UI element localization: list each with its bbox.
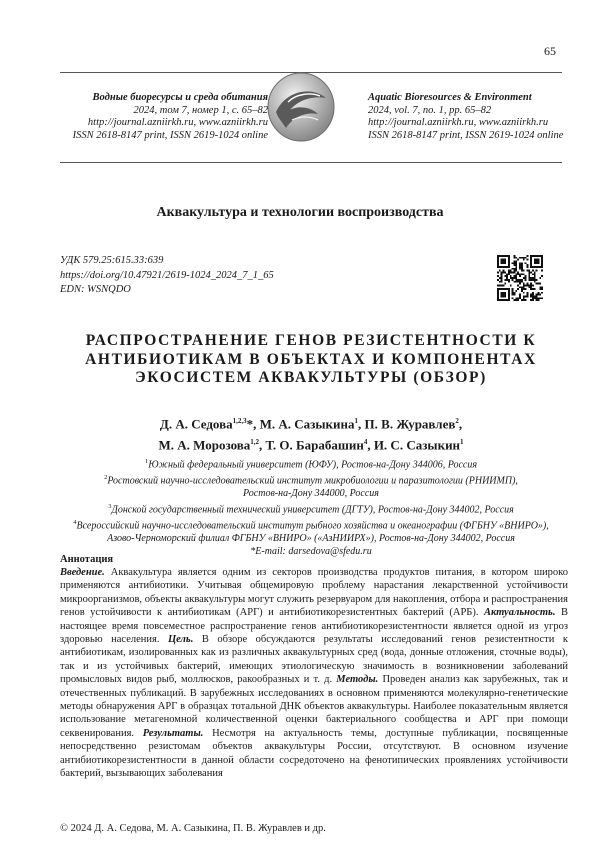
journal-issn-en: ISSN 2618-8147 print, ISSN 2619-1024 online: [368, 129, 564, 141]
page-number: 65: [544, 44, 556, 58]
copyright-notice: © 2024 Д. А. Седова, М. А. Сазыкина, П. В. Журавлев и др.: [60, 823, 326, 834]
article-identifiers: [60, 254, 274, 298]
affiliation-text: Всероссийский научно-исследовательский институт рыбного хозяйства и океанографии (ФГБНУ «ВНИРО»),: [76, 520, 549, 532]
abstract-label-relevance: Актуальность.: [483, 607, 556, 619]
affiliation-index: 4: [73, 518, 77, 526]
journal-issue-ru: 2024, том 7, номер 1, с. 65–82: [133, 104, 268, 116]
qr-code-icon[interactable]: [497, 255, 543, 301]
journal-title-ru: Водные биоресурсы и среда обитания: [92, 92, 268, 103]
journal-logo-icon: [266, 72, 336, 142]
abstract-relevance: В настоящее время повсеместное распространение генов антибиотикорезистентности является одной из угроз здоровью населения.: [60, 607, 568, 646]
affiliation-list: [60, 456, 562, 558]
affiliation-index: 1: [145, 458, 149, 465]
author-name: Т. О. Барабашин: [265, 437, 364, 453]
affiliation-text: Донской государственный технический университет (ДГТУ), Ростов-на-Дону 344002, Россия: [111, 504, 514, 516]
affiliation-index: 2: [104, 474, 108, 482]
affiliation-text: Ростов-на-Дону 344000, Россия: [243, 488, 379, 500]
udk: УДК 579.25:615.33:639: [60, 255, 164, 266]
abstract-results: Несмотря на актуальность темы, доступные публикации, посвященные непосредственно резистомам объектов аквакультуры России, отсутствуют. В основном изучение антибиотикорезистентности в данной области сосредоточено на фенотипических проявлениях устойчивости бактерий, вызывающих заболевания: [60, 727, 568, 780]
journal-urls-en: http://journal.azniirkh.ru, www.azniirkh.ru: [368, 117, 549, 128]
affiliation-index: 3: [108, 502, 112, 510]
abstract-text: [60, 566, 568, 781]
author-name: М. А. Морозова: [158, 437, 251, 453]
author-name: М. А. Сазыкина: [259, 416, 355, 432]
affiliation-line: [60, 501, 562, 517]
abstract-methods: Проведен анализ как зарубежных, так и отечественных публикаций. В зарубежных исследованиях в основном применяются молекулярно-генетические методы обнаружения АРГ в образцах тотальной ДНК объектов аквакультуры. Наиболее показательным является использование метагеномной количественной оценки бактериального сообщества и АРГ при помощи секвенирования.: [60, 674, 568, 739]
author-line: М. А. Морозова$^{1,2}$, Т. О. Барабашин$^4$, И. С. Сазыкин$^1$: [158, 437, 464, 453]
author-list: [60, 412, 562, 455]
journal-issue-en: 2024, vol. 7, no. 1, pp. 65–82: [368, 104, 492, 116]
author-affiliation-index: 1,2: [250, 438, 260, 447]
author-line: Д. А. Седова$^{1,2,3}$*, М. А. Сазыкина$^1$, П. В. Журавлев$^2$,: [159, 416, 463, 432]
affiliation-line: [60, 472, 562, 488]
corresponding-author-mark: *: [246, 416, 254, 432]
affiliation-line: [60, 488, 562, 501]
abstract-label-intro: Введение.: [60, 567, 105, 578]
journal-info-ru: [60, 92, 268, 142]
abstract-heading: Аннотация: [60, 554, 114, 565]
author-name: Д. А. Седова: [159, 416, 233, 432]
author-affiliation-index: 4: [363, 438, 368, 447]
affiliation-line: [60, 533, 562, 546]
abstract-goal: В обзоре обсуждаются результаты исследований генов резистентности к антибиотикам, изолированных как из различных аквакультурных сред (вода, донные отложения, сточные воды), так и из устойчивых бактерий, имеющих этиологическую значимость в возникновении заболеваний промысловых видов рыб, моллюсков, ракообразных и т. д.: [60, 634, 568, 686]
affiliation-text: Азово-Черноморский филиал ФГБНУ «ВНИРО» («АзНИИРХ»), Ростов-на-Дону 344002, Россия: [107, 532, 515, 544]
author-affiliation-index: 1,2,3: [232, 417, 247, 425]
affiliation-line: [60, 456, 562, 472]
journal-info-en: [368, 92, 568, 142]
affiliation-text: Южный федеральный университет (ЮФУ), Ростов-на-Дону 344006, Россия: [148, 459, 477, 471]
author-name: П. В. Журавлев: [364, 416, 456, 432]
doi-link[interactable]: https://doi.org/10.47921/2619-1024_2024_7_1_65: [60, 269, 274, 281]
author-affiliation-index: 2: [455, 417, 459, 425]
journal-issn-ru: ISSN 2618-8147 print, ISSN 2619-1024 online: [72, 129, 268, 141]
abstract-label-methods: Методы.: [336, 674, 379, 686]
article-title: РАСПРОСТРАНЕНИЕ ГЕНОВ РЕЗИСТЕНТНОСТИ К АНТИБИОТИКАМ В ОБЪЕКТАХ И КОМПОНЕНТАХ ЭКОСИСТЕМ АКВАКУЛЬТУРЫ (ОБЗОР): [85, 332, 537, 386]
abstract-label-goal: Цель.: [167, 634, 194, 646]
affiliation-line: [60, 517, 562, 533]
affiliation-text: Ростовский научно-исследовательский институт микробиологии и паразитологии (РНИИМП),: [107, 475, 518, 487]
author-affiliation-index: 1: [354, 417, 359, 425]
abstract-intro: Аквакультура является одним из секторов производства продуктов питания, в котором широко применяются антибиотики. Учитывая общемировую проблему нарастания лекарственной устойчивости микроорганизмов, объекты аквакультуры могут служить резервуаром для накопления, отбора и распространения генов устойчивости к антибиотикам (АРГ) и антибиотикорезистентных бактерий (АРБ).: [60, 567, 568, 619]
edn: EDN: WSNQDO: [60, 284, 131, 295]
section-heading: Аквакультура и технологии воспроизводства: [156, 205, 444, 220]
journal-urls-ru: http://journal.azniirkh.ru, www.azniirkh.ru: [87, 117, 268, 128]
header-rule-bottom: [60, 162, 562, 163]
contact-email[interactable]: *E-mail: darsedova@sfedu.ru: [250, 545, 372, 557]
abstract-label-results: Результаты.: [142, 727, 204, 739]
journal-title-en: Aquatic Bioresources & Environment: [368, 92, 532, 103]
author-affiliation-index: 1: [460, 438, 464, 447]
author-name: И. С. Сазыкин: [373, 437, 461, 453]
